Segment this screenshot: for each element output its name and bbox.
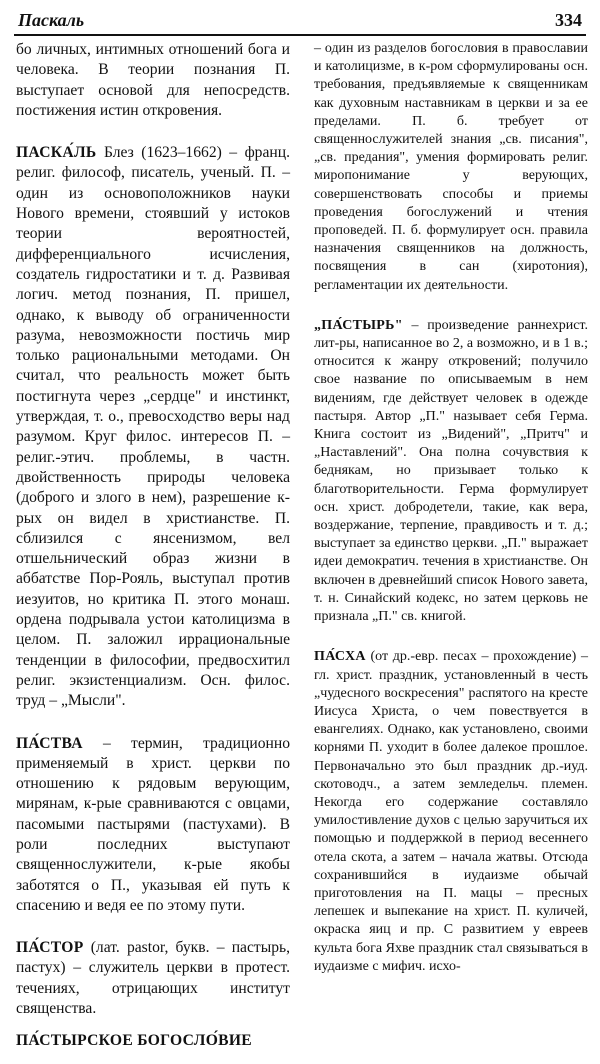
entry-body: [16, 1031, 290, 1051]
entry-headword: ПА́СТВА: [16, 734, 83, 752]
entry-body: [314, 648, 588, 976]
page-header: [14, 8, 586, 36]
entry-pastva: [16, 734, 290, 917]
entry-headword: ПА́СТЫРСКОЕ БОГОСЛО́ВИЕ: [16, 1032, 252, 1050]
entry-text: – термин, традиционно применяемый в христ. церкви по отношению к рядовым верующим, мирянам, к-рые сравниваются с овцами, пасомыми пастырями (пастухами). В роли последних выступают священнослужители, к-рые якобы заботятся о П., указывая ей путь к спасению и ведя ее по этому пути.: [16, 734, 290, 914]
entry-headword: ПАСКА́ЛЬ: [16, 144, 97, 162]
entry-text: – произведение раннехрист. лит-ры, написанное во 2, а возможно, и в 1 в.; относится к жанру откровений; получило свое название по описываемым в нем видениям, где действует человек в одежде пастыря. Автор „П." называет себя Герма. Книга состоит из „Видений", „Притч" и „Наставлений". Она полна сочувствия к беднякам, но призывает только к благотворительности. Герма формулирует осн. христ. добродетели, такие, как вера, воздержание, терпение, правдивость и т. д.; выступает за единство церкви. „П." выражает идеи демократич. течения в христианстве. Он включен в древнейший список Нового завета, т. н. Синайский кодекс, но затем церковь не признала „П." св. книгой.: [314, 317, 588, 625]
entry-headword: „ПА́СТЫРЬ": [314, 317, 403, 333]
entry-pastyrskoe-bogoslovie-continued: [314, 40, 588, 295]
entry-body: [16, 938, 290, 1019]
entry-body: [16, 734, 290, 917]
entry-body: [16, 143, 290, 711]
entry-text: Блез (1623–1662) – франц. религ. философ, писатель, ученый. П. – один из основоположников науки Нового времени, стоявший у истоков теории вероятностей, дифференциального исчисления, создатель гидростатики и т. д. Развивая логич. метод познания, П. пришел, однако, к выводу об ограниченности разума, невозможности постичь мир только рациональными методами. Он считал, что реальность может быть постигнута через „сердце" и инстинкт, утверждая, т. о., превосходство веры над разумом. Круг филос. интересов П. – религ.-этич. проблемы, в частн. двойственность природы человека (доброго и злого в нем), разрешение к-рых он видел в христианстве. П. сблизился с янсенизмом, вел отшельнический образ жизни в аббатстве Пор-Рояль, выступал против иезуитов, но критика П. этого монаш. ордена подрывала устои католицизма в целом. П. заложил иррациональные тенденции в философии, предвосхитил религ. экзистенциализм. Осн. филос. труд – „Мысли".: [16, 144, 290, 710]
entry-text: (от др.-евр. песах – прохождение) – гл. христ. праздник, установленный в честь „чудесного воскресения" распятого на кресте Иисуса Христа, о чем повествуется в евангелиях. Однако, как установлено, своими корнями П. уходит в более далекое прошлое. Первоначально это был праздник др.-иуд. скотоводч., а затем земледельч. племен. Некогда его содержание составляло умилостивление духов с целью заручиться их помощью и поддержкой в период весеннего отела скота, а затем – начала жатвы. Отсюда сохранившийся в иудаизме обычай приготовления на П. мацы – пресных лепешек и выпекание на христ. П. куличей, окраска яиц и пр. С развитием у евреев культа бога Яхве праздник стал связываться в иудаизме с мифич. исхо-: [314, 649, 588, 974]
entry-pascal: [16, 143, 290, 711]
entry-pascha: [314, 648, 588, 976]
entry-headword: ПА́СХА: [314, 649, 366, 665]
running-title: Паскаль: [18, 10, 85, 30]
right-column: [314, 40, 588, 988]
entry-continuation: [16, 40, 290, 121]
entry-pastyrskoe-bogoslovie: [16, 1031, 290, 1051]
page-number: 334: [555, 10, 582, 30]
entry-text: бо личных, интимных отношений бога и человека. В теории познания П. выступает основой для непосредств. постижения истин откровения.: [16, 41, 290, 119]
entry-text: (лат. pastor, букв. – пастырь, пастух) – служитель церкви в протест. течениях, отрицающих институт священства.: [16, 939, 290, 1018]
entry-pastyr: [314, 317, 588, 626]
entry-pastor: [16, 938, 290, 1019]
entry-body: [314, 317, 588, 626]
left-column: [16, 40, 290, 1064]
entry-headword: ПА́СТОР: [16, 939, 84, 957]
entry-text: – один из разделов богословия в православии и католицизме, в к-ром сформулированы осн. требования, предъявляемые к священникам как духовным наставникам в церкви и за ее пределами. П. б. требует от священнослужителей знания „св. писания", „св. предания", умения формировать религ. миропонимание у верующих, совершенствовать способы и приемы проведения богослужений и чтения проповедей. П. б. формулирует осн. правила назначения священников на должность, посвящения в сан (хиротония), регламентации их деятельности.: [314, 41, 588, 293]
